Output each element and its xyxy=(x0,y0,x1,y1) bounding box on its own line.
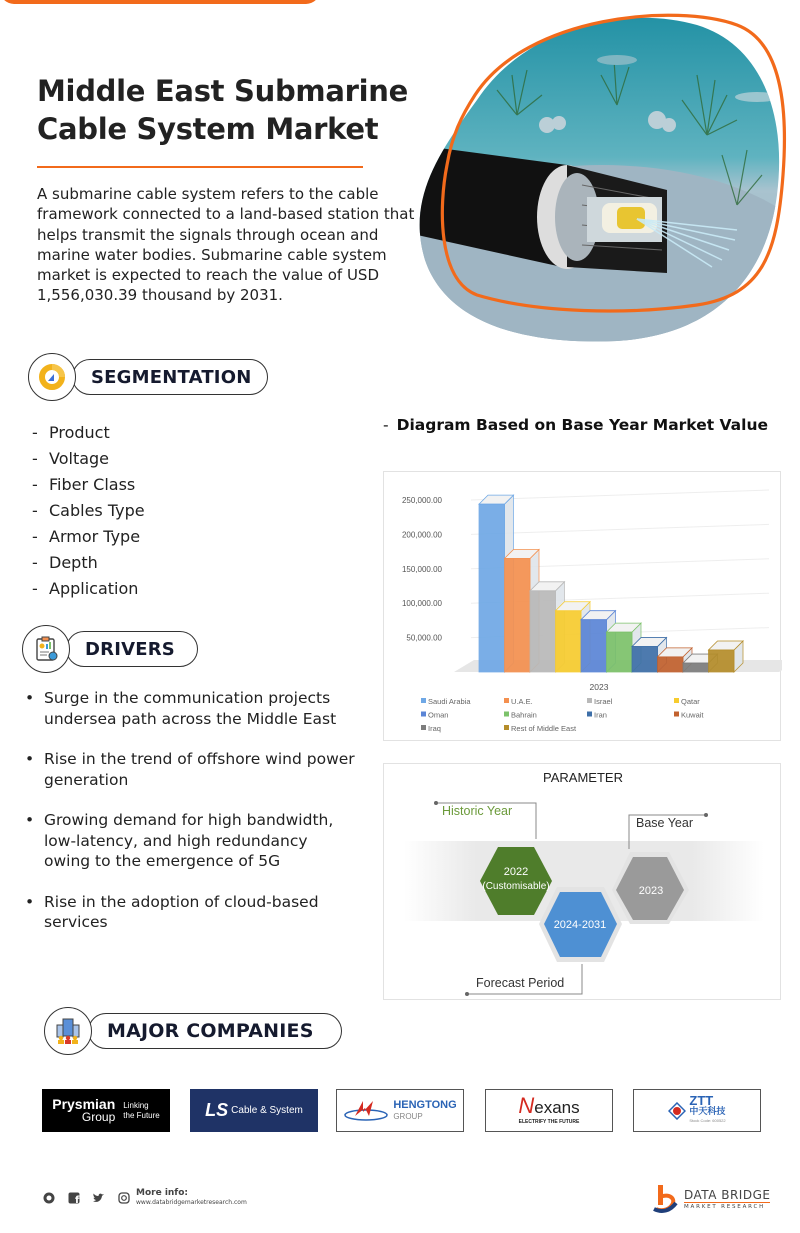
y-tick-label: 250,000.00 xyxy=(401,496,442,505)
legend-label: Saudi Arabia xyxy=(428,697,471,706)
market-value-chart xyxy=(383,471,781,741)
list-item: - Depth xyxy=(32,553,98,572)
drivers-title: DRIVERS xyxy=(66,631,198,667)
parameter-title: PARAMETER xyxy=(543,770,623,785)
ztt-logo: ZTT 中天科技 Stock Code: 600522 xyxy=(633,1089,761,1132)
twitter-icon[interactable] xyxy=(92,1191,105,1204)
segmentation-list xyxy=(32,420,145,602)
more-info xyxy=(136,1188,247,1206)
office-building-icon xyxy=(44,1007,92,1055)
legend-swatch xyxy=(421,712,426,717)
legend-label: Israel xyxy=(594,697,613,706)
drivers-header xyxy=(22,625,198,673)
legend-swatch xyxy=(504,725,509,730)
diagram-title: - Diagram Based on Base Year Market Value xyxy=(383,416,768,434)
legend-label: Iran xyxy=(594,710,607,720)
gridline xyxy=(471,524,769,534)
list-item: - Cables Type xyxy=(32,501,145,520)
brand-subtitle: MARKET RESEARCH xyxy=(684,1202,770,1210)
title-line-2: Cable System Market xyxy=(37,112,379,146)
legend-swatch xyxy=(421,698,426,703)
forecast-period-value: 2024-2031 xyxy=(553,919,607,931)
clipboard-report-icon xyxy=(22,625,70,673)
historic-year-label: Historic Year xyxy=(442,804,513,818)
data-bridge-mark-icon xyxy=(652,1183,678,1215)
list-item: • Rise in the trend of offshore wind power generation xyxy=(25,750,355,789)
base-year-value: 2023 xyxy=(638,885,664,897)
legend-label: Iraq xyxy=(428,724,441,733)
hengtong-mark-icon xyxy=(343,1098,389,1124)
legend-label: Bahrain xyxy=(511,710,537,720)
parameter-diagram xyxy=(383,763,781,1000)
legend-label: Qatar xyxy=(681,697,700,706)
legend-swatch xyxy=(674,698,679,703)
list-item: • Surge in the communication projects undersea path across the Middle East xyxy=(25,689,337,728)
list-item: - Application xyxy=(32,579,139,598)
legend-label: Kuwait xyxy=(681,710,704,720)
legend-label: Rest of Middle East xyxy=(511,724,577,733)
legend-swatch xyxy=(421,725,426,730)
list-item: - Voltage xyxy=(32,449,110,468)
submarine-cable-illustration xyxy=(417,5,787,343)
legend-swatch xyxy=(587,698,592,703)
ztt-mark-icon xyxy=(668,1102,686,1120)
pie-chart-icon xyxy=(28,353,76,401)
whatsapp-icon[interactable] xyxy=(42,1191,55,1204)
brand-name: DATA BRIDGE xyxy=(684,1187,771,1202)
list-item: • Growing demand for high bandwidth, low-latency, and high redundancy owing to the emergence of 5G xyxy=(25,811,334,870)
top-accent-bar xyxy=(0,0,320,4)
bar-rest-of-middle-east xyxy=(709,641,744,672)
base-year-label: Base Year xyxy=(636,816,693,830)
hengtong-logo: HENGTONG GROUP xyxy=(336,1089,464,1132)
instagram-icon[interactable] xyxy=(117,1191,130,1204)
companies-title: MAJOR COMPANIES xyxy=(88,1013,342,1049)
page-title xyxy=(37,72,417,148)
segmentation-header xyxy=(28,353,268,401)
list-item: - Fiber Class xyxy=(32,475,136,494)
y-tick-label: 150,000.00 xyxy=(401,564,442,574)
list-item: - Product xyxy=(32,423,110,442)
forecast-period-label: Forecast Period xyxy=(476,976,565,990)
y-tick-label: 200,000.00 xyxy=(401,530,442,540)
data-bridge-logo xyxy=(652,1183,770,1215)
segmentation-title: SEGMENTATION xyxy=(72,359,268,395)
y-tick-label: 100,000.00 xyxy=(401,599,442,609)
social-links xyxy=(42,1191,130,1204)
company-logos xyxy=(0,1089,800,1133)
legend-swatch xyxy=(504,712,509,717)
title-divider xyxy=(37,166,363,168)
companies-header xyxy=(44,1007,342,1055)
website-link[interactable]: www.databridgemarketresearch.com xyxy=(136,1199,247,1206)
legend-label: U.A.E. xyxy=(511,697,533,706)
list-item: - Armor Type xyxy=(32,527,141,546)
nexans-logo: Nexans ELECTRIFY THE FUTURE xyxy=(485,1089,613,1132)
chart-svg xyxy=(384,472,782,742)
ls-cable-logo: LS Cable & System xyxy=(190,1089,318,1132)
prysmian-logo: Prysmian Group Linking the Future xyxy=(42,1089,170,1132)
historic-year-note: (Customisable) xyxy=(482,881,550,892)
legend-swatch xyxy=(504,698,509,703)
title-line-1: Middle East Submarine xyxy=(37,74,408,108)
drivers-list xyxy=(25,688,355,953)
list-item: • Rise in the adoption of cloud-based services xyxy=(25,892,319,931)
y-tick-label: 50,000.00 xyxy=(406,633,442,643)
legend-swatch xyxy=(587,712,592,717)
legend-label: Oman xyxy=(428,710,449,720)
svg-text:f: f xyxy=(74,1194,79,1204)
x-category-label: 2023 xyxy=(589,682,609,692)
historic-year-value: 2022 xyxy=(503,866,529,878)
facebook-icon[interactable] xyxy=(67,1191,80,1204)
legend-swatch xyxy=(674,712,679,717)
intro-paragraph: A submarine cable system refers to the cable framework connected to a land-based station that helps transmit the signals through ocean and marine water bodies. Submarine cable system market is expected to reach the value of USD 1,556,030.39 thousand by 2031. xyxy=(37,185,415,305)
more-info-label: More info: xyxy=(136,1188,189,1198)
gridline xyxy=(471,490,769,500)
